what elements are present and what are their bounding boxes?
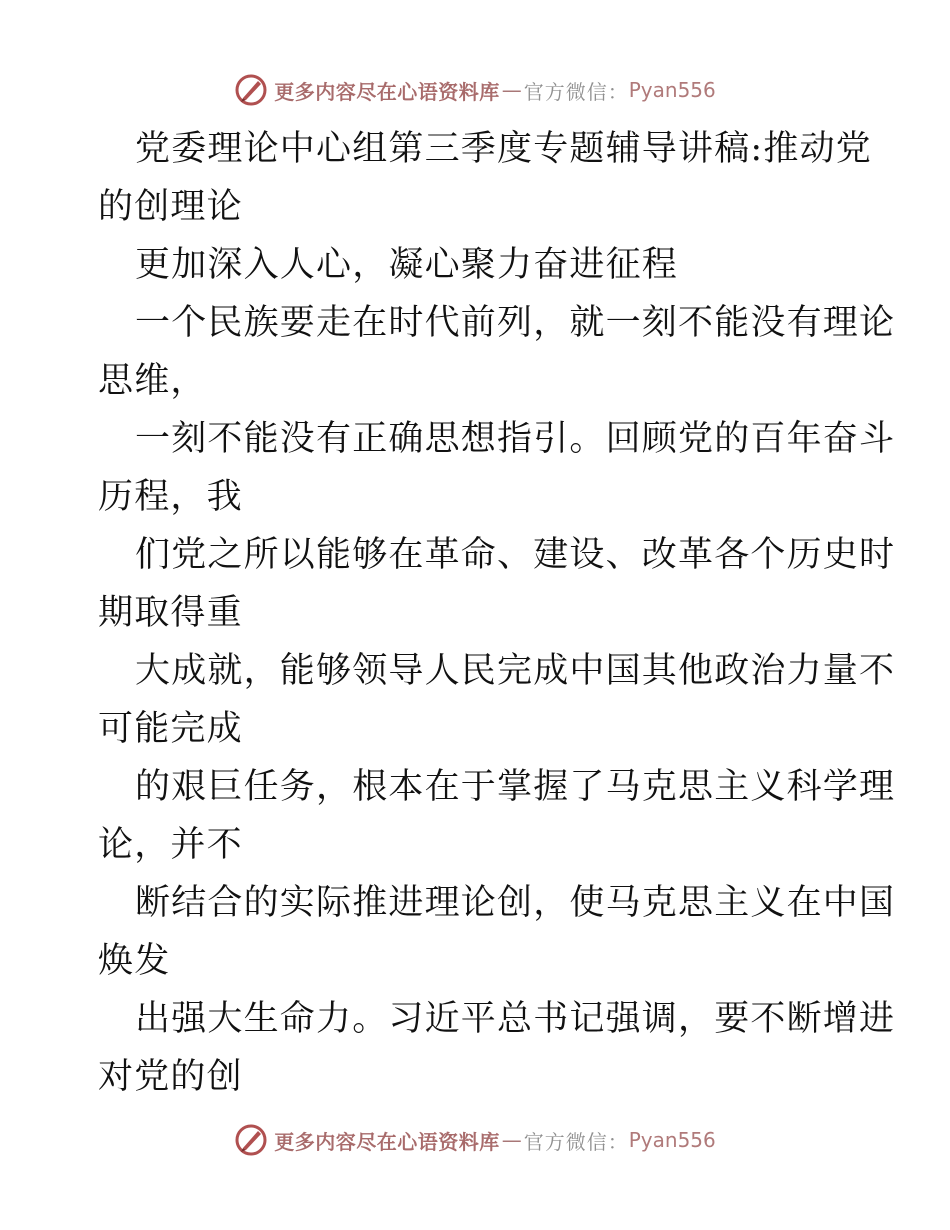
paragraph-line: 一个民族要走在时代前列，就一刻不能没有理论 (135, 303, 896, 343)
paragraph-line: 论，并不 (98, 825, 243, 865)
document-title-line-1: 党委理论中心组第三季度专题辅导讲稿:推动党 (135, 129, 872, 169)
footer-watermark (0, 1120, 950, 1160)
watermark-label: 官方微信： (523, 1129, 629, 1154)
watermark-brand: 更多内容尽在心语资料库 (274, 79, 500, 104)
paragraph-line: 焕发 (98, 941, 171, 981)
watermark-wechat-id: Pyan556 (628, 1128, 716, 1152)
paragraph-line: 可能完成 (98, 709, 243, 749)
document-title-line-2: 的创理论 (98, 187, 243, 227)
paragraph-line: 思维， (98, 361, 207, 401)
paragraph-line: 的艰巨任务，根本在于掌握了马克思主义科学理 (135, 767, 896, 807)
quill-pen-icon (234, 1123, 268, 1157)
paragraph-line: 期取得重 (98, 593, 243, 633)
paragraph-line: 历程，我 (98, 477, 243, 517)
document-body (98, 120, 896, 1106)
watermark-wechat-id: Pyan556 (628, 78, 716, 102)
document-subtitle: 更加深入人心，凝心聚力奋进征程 (135, 245, 679, 285)
watermark-brand: 更多内容尽在心语资料库 (274, 1129, 500, 1154)
paragraph-line: 大成就，能够领导人民完成中国其他政治力量不 (135, 651, 896, 691)
paragraph-line: 对党的创 (98, 1057, 243, 1097)
paragraph-line: 一刻不能没有正确思想指引。回顾党的百年奋斗 (135, 419, 896, 459)
header-watermark (0, 70, 950, 110)
paragraph-line: 们党之所以能够在革命、建设、改革各个历史时 (135, 535, 896, 575)
paragraph-line: 出强大生命力。习近平总书记强调，要不断增进 (135, 999, 896, 1039)
quill-pen-icon (234, 73, 268, 107)
watermark-label: 官方微信： (523, 79, 629, 104)
paragraph-line: 断结合的实际推进理论创，使马克思主义在中国 (135, 883, 896, 923)
watermark-dash: — (501, 1128, 522, 1152)
watermark-dash: — (501, 78, 522, 102)
